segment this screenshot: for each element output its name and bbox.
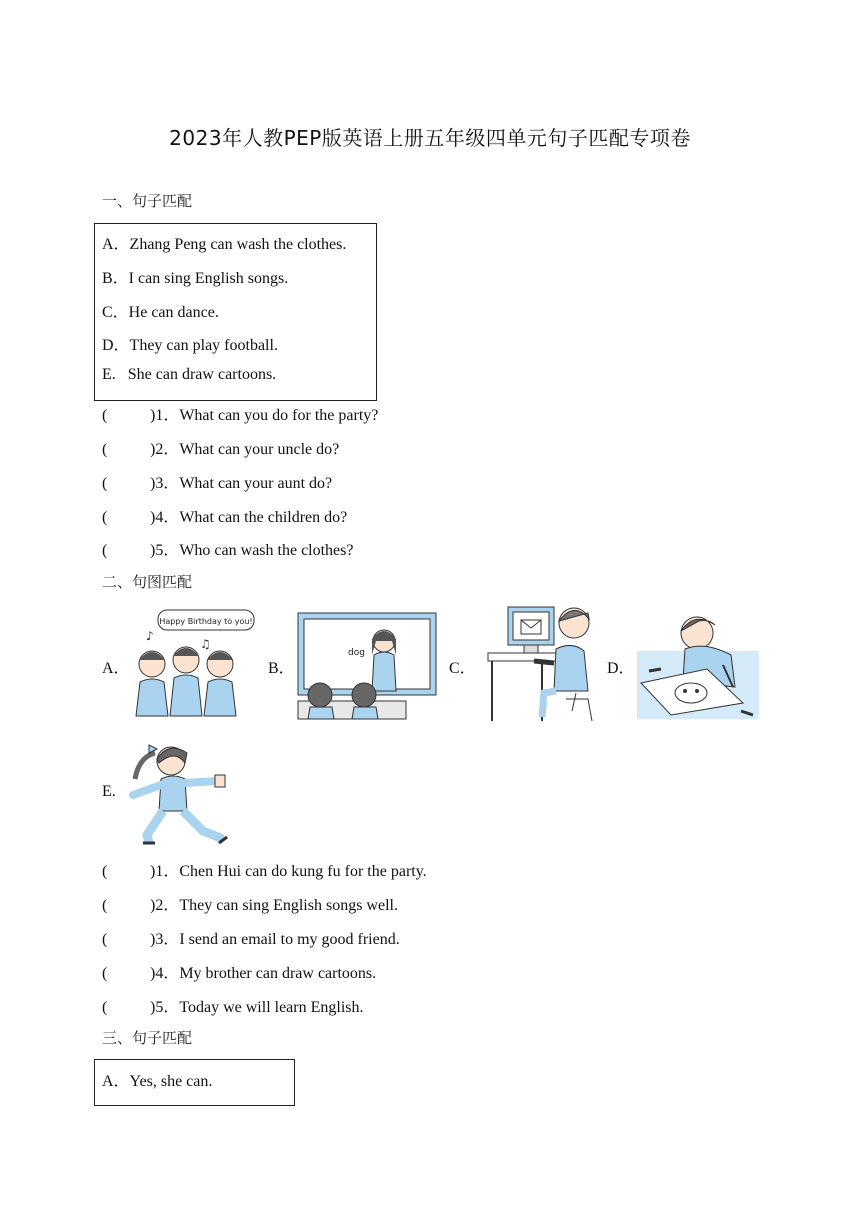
girl-kungfu-illustration: [125, 739, 229, 849]
question-1-3: [102, 470, 332, 493]
question-text: )4．What can the children do?: [150, 509, 348, 526]
page-title: 2023年人教PEP版英语上册五年级四单元句子匹配专项卷: [169, 126, 691, 150]
picture-label-d: D．: [607, 660, 635, 677]
picture-label-e: E.: [102, 783, 116, 800]
question-text: )3．What can your aunt do?: [150, 475, 333, 492]
answer-blank[interactable]: (: [102, 441, 108, 458]
boy-computer-email-illustration: [484, 601, 598, 725]
option-d: D．They can play football.: [102, 337, 278, 354]
picture-label-a: A．: [102, 660, 130, 677]
answer-blank[interactable]: (: [102, 965, 108, 982]
question-2-1: [102, 858, 427, 881]
answer-blank[interactable]: (: [102, 542, 108, 559]
question-1-2: [102, 436, 339, 459]
children-singing-illustration: [128, 608, 258, 720]
question-2-3: [102, 926, 400, 949]
section-2-heading: 二、句图匹配: [102, 573, 193, 591]
question-1-5: [102, 537, 354, 560]
option-e: E. She can draw cartoons.: [102, 366, 277, 383]
answer-blank[interactable]: (: [102, 931, 108, 948]
picture-label-c: C．: [449, 660, 476, 677]
svg-text:♪: ♪: [146, 629, 154, 643]
section-3-option-a: A．Yes, she can.: [102, 1073, 213, 1090]
section-1-heading: 一、句子匹配: [102, 192, 193, 210]
option-c: C．He can dance.: [102, 304, 219, 321]
question-1-4: [102, 504, 347, 527]
answer-blank[interactable]: (: [102, 999, 108, 1016]
section-3-heading: 三、句子匹配: [102, 1029, 193, 1047]
question-1-1: [102, 402, 378, 425]
question-text: )1．What can you do for the party?: [150, 407, 379, 424]
option-b: B．I can sing English songs.: [102, 270, 289, 287]
answer-blank[interactable]: (: [102, 509, 108, 526]
question-2-2: [102, 892, 398, 915]
question-text: )3．I send an email to my good friend.: [150, 931, 400, 948]
question-2-4: [102, 960, 376, 983]
boy-drawing-illustration: [637, 611, 759, 719]
answer-blank[interactable]: (: [102, 475, 108, 492]
answer-blank[interactable]: (: [102, 863, 108, 880]
blackboard-text: dog: [348, 648, 365, 658]
question-2-5: [102, 994, 364, 1017]
question-text: )2．What can your uncle do?: [150, 441, 340, 458]
question-text: )5．Who can wash the clothes?: [150, 542, 354, 559]
question-text: )4．My brother can draw cartoons.: [150, 965, 377, 982]
speech-bubble-text: Happy Birthday to you!: [159, 617, 253, 626]
svg-text:♫: ♫: [200, 637, 211, 651]
answer-blank[interactable]: (: [102, 407, 108, 424]
picture-label-b: B．: [268, 660, 295, 677]
question-text: )1．Chen Hui can do kung fu for the party.: [150, 863, 427, 880]
question-text: )2．They can sing English songs well.: [150, 897, 398, 914]
answer-blank[interactable]: (: [102, 897, 108, 914]
teacher-classroom-illustration: [296, 611, 438, 721]
question-text: )5．Today we will learn English.: [150, 999, 364, 1016]
option-a: A．Zhang Peng can wash the clothes.: [102, 236, 347, 253]
